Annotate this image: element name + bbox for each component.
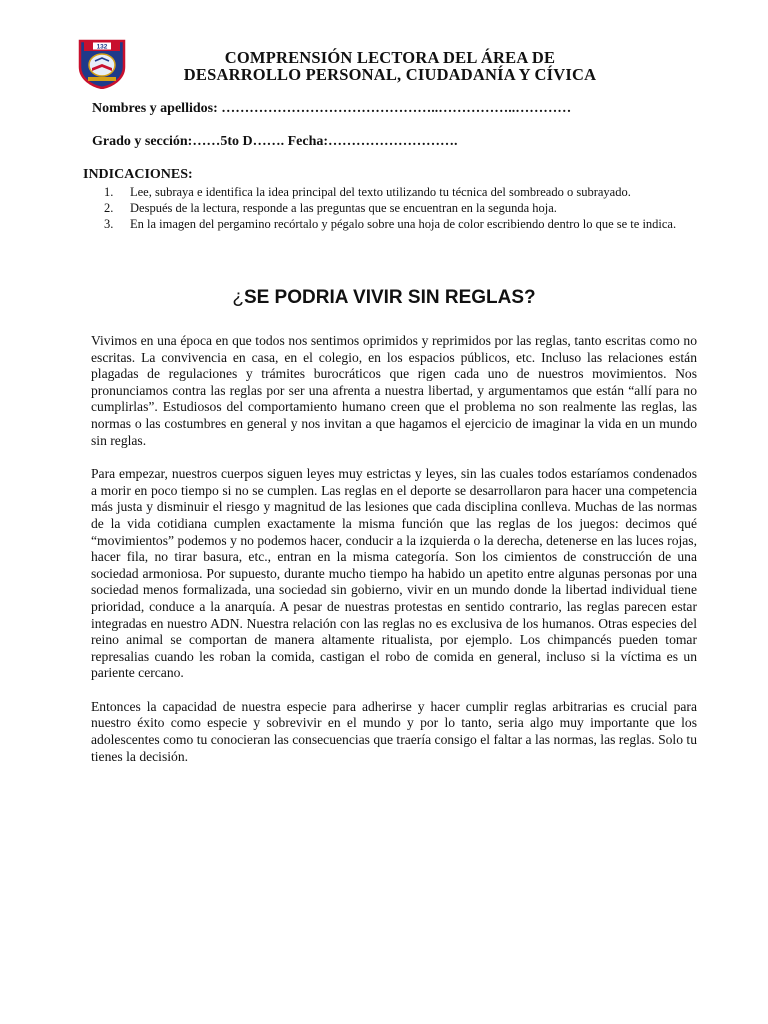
instruction-item [104, 216, 716, 232]
reading-title [0, 287, 768, 309]
instruction-item [104, 184, 716, 200]
reading-paragraph-3: Entonces la capacidad de nuestra especie para adherirse y hacer cumplir reglas arbitrarias es crucial para nuestro éxito como especie y sobrevivir en el mundo y por lo tanto, seria algo muy importante que los adolescentes como tu conocieran las consecuencias que traería consigo el faltar a las normas, las reglas. Solo tu tienes la decisión. [91, 698, 697, 764]
instruction-number: 2. [104, 201, 114, 215]
instruction-number: 1. [104, 185, 114, 199]
instruction-number: 3. [104, 217, 114, 231]
header-title-line-1: COMPRENSIÓN LECTORA DEL ÁREA DE [224, 48, 556, 67]
title-text: SE PODRIA VIVIR SIN REGLAS? [243, 287, 536, 308]
instructions-heading: INDICACIONES: [83, 167, 193, 182]
logo-number: 132 [96, 43, 108, 51]
reading-paragraph-1: Vivimos en una época en que todos nos sentimos oprimidos y reprimidos por las reglas, tanto escritas como no escritas. La convivencia en casa, en el colegio, en los espacios públicos, etc. Incluso las relaciones están plagadas de regulaciones y trámites burocráticos que rigen cada uno de nuestros movimientos. Nos pronunciamos contra las reglas por ser una afrenta a nuestra libertad, y argumentamos que están “allí para no cumplirlas”. Estudiosos del comportamiento humano creen que el problema no son realmente las reglas, las normas o las costumbres en general y nos invitan a que hagamos el ejercicio de imaginar la vida en un mundo sin reglas. [91, 333, 697, 448]
instruction-text: Lee, subraya e identifica la idea principal del texto utilizando tu técnica del sombreado o subrayado. [130, 185, 631, 199]
reading-text [91, 333, 697, 782]
instructions-list [104, 184, 716, 232]
names-field[interactable]: Nombres y apellidos: ………………………………………..……………..………… [92, 101, 572, 116]
grade-date-field[interactable]: Grado y sección:……5to D……. Fecha:………………………. [92, 134, 458, 149]
reading-paragraph-2: Para empezar, nuestros cuerpos siguen leyes muy estrictas y leyes, sin las cuales todos estaríamos condenados a morir en poco tiempo si no se cumplen. Las reglas en el deporte se desarrollaron para hacer una competencia más justa y disminuir el riesgo y magnitud de las lesiones que cada disciplina conlleva. Muchas de las normas de la vida cotidiana cumplen exactamente la misma función que las reglas de los juegos: decimos qué “movimientos” podemos y no podemos hacer, conducir a la izquierda o la derecha, detenerse en las luces rojas, hacer fila, no tirar basura, etc., entran en la misma categoría. Son los cimientos de construcción de una sociedad armoniosa. Por supuesto, durante mucho tiempo ha habido un apetito entre algunas personas por una sociedad menos formalizada, una sociedad sin gobierno, vivir en un mundo donde la libertad individual tiene prioridad, conduce a la anarquía. A pesar de nuestras protestas en sentido contrario, las reglas parecen estar integradas en nuestro ADN. Nuestra relación con las reglas no es exclusiva de los humanos. Otras especies del reino animal se comportan de manera altamente ritualista, por ejemplo. Los chimpancés pueden tomar represalias cuando les roban la comida, castigan el robo de comida en general, incluso si la víctima es un pariente cercano. [91, 466, 697, 681]
title-question-mark: ¿ [232, 287, 244, 308]
worksheet-header-title [130, 49, 650, 83]
header-title-line-2: DESARROLLO PERSONAL, CIUDADANÍA Y CÍVICA [183, 65, 597, 84]
instruction-item [104, 200, 716, 216]
school-crest-logo [76, 37, 128, 89]
instruction-text: En la imagen del pergamino recórtalo y pégalo sobre una hoja de color escribiendo dentro lo que se te indica. [130, 217, 677, 231]
instruction-text: Después de la lectura, responde a las preguntas que se encuentran en la segunda hoja. [130, 201, 557, 215]
